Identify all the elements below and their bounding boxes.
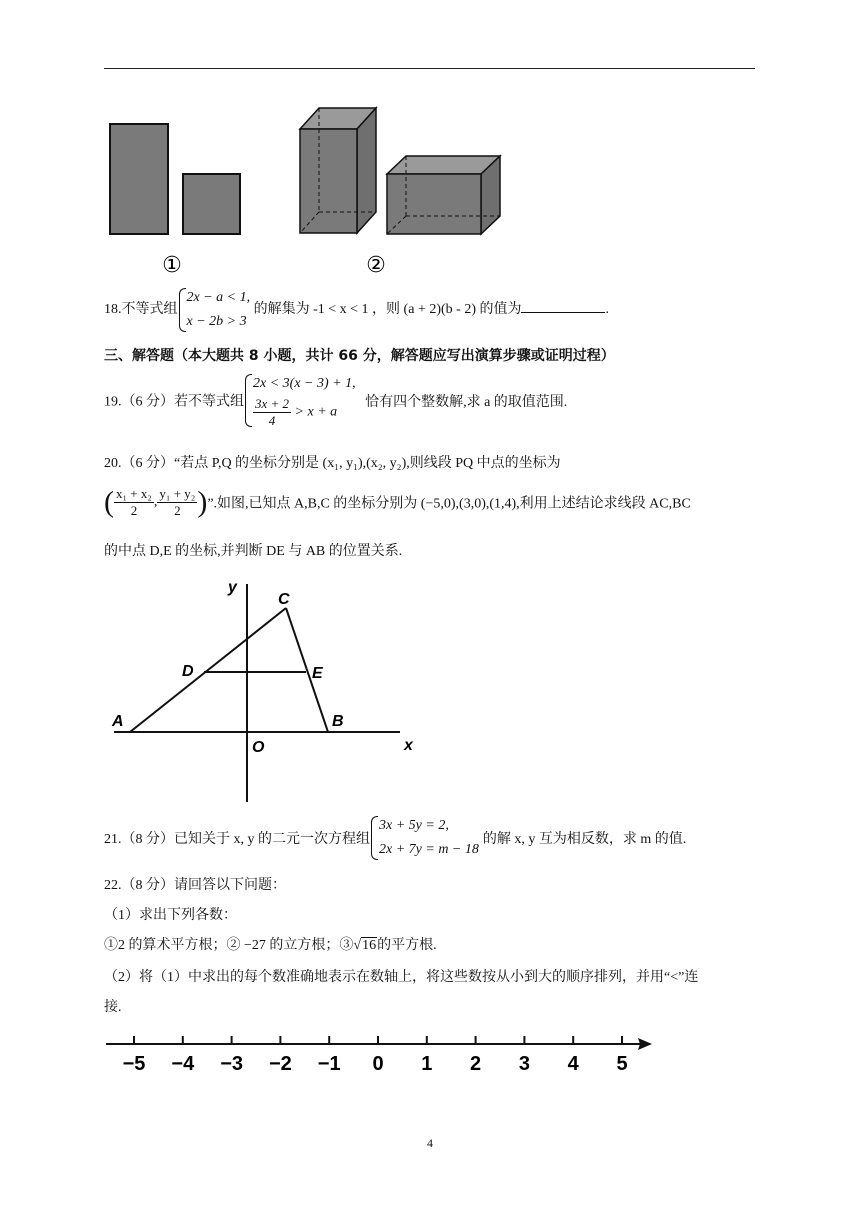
question-20-line-1: 20.（6 分）“若点 P,Q 的坐标分别是 (x₁, y₁),(x₂, y₂),则线段 PQ 中点的坐标为 — [104, 456, 561, 471]
label-b: B — [332, 713, 344, 730]
section-3-title: 三、解答题（本大题共 8 小题，共计 66 分，解答题应写出演算步骤或证明过程） — [104, 348, 615, 364]
question-22-part-1: （1）求出下列各数： — [104, 908, 237, 923]
question-22-part-2-line-1: （2）将（1）中求出的每个数准确地表示在数轴上，将这些数按从小到大的顺序排列，并用“<”连 — [104, 970, 699, 985]
q20-f2-num: y₁ + y₂ — [159, 486, 196, 501]
q18-row1: 2x − a < 1, — [186, 290, 251, 305]
number-line-tick-label: −2 — [268, 1053, 292, 1075]
q20-f1-num: x₁ + x₂ — [116, 486, 152, 501]
figure-label-2: ② — [366, 252, 386, 277]
figure-rectangles-and-boxes — [100, 100, 520, 278]
number-line-tick-label: 3 — [518, 1053, 530, 1075]
figure-2 — [300, 108, 500, 234]
number-line-tick-label: 1 — [421, 1053, 433, 1075]
question-18 — [104, 286, 609, 334]
q18-system — [178, 286, 251, 334]
q20-fraction-x — [114, 486, 154, 519]
label-x: x — [404, 737, 413, 754]
q19-row2 — [253, 396, 356, 429]
figure-1 — [110, 124, 240, 234]
q20-comma: , — [153, 494, 158, 510]
question-19 — [104, 372, 567, 429]
q19-suffix: 恰有四个整数解,求 a 的取值范围. — [365, 394, 568, 410]
number-line-tick-label: −3 — [220, 1053, 244, 1075]
label-y: y — [228, 579, 237, 596]
label-c: C — [278, 591, 290, 608]
q20-fraction-y — [157, 486, 197, 519]
q21-prefix: 21.（8 分）已知关于 x, y 的二元一次方程组 — [104, 832, 370, 847]
q20-line2-rest: ”.如图,已知点 A,B,C 的坐标分别为 (−5,0),(3,0),(1,4),利用上述结论求线段 AC,BC — [207, 496, 691, 512]
q19-fraction — [253, 396, 291, 429]
q18-answer-blank[interactable] — [521, 298, 605, 313]
figure-label-1: ① — [162, 252, 182, 277]
question-22-part-2-line-2: 接. — [104, 1000, 122, 1015]
q19-system — [244, 372, 356, 429]
q19-row1: 2x < 3(x − 3) + 1, — [253, 376, 356, 391]
number-line-tick-label: −4 — [171, 1053, 195, 1075]
q21-system — [370, 814, 479, 862]
number-line-tick-label: 5 — [616, 1053, 628, 1075]
number-line-tick-label: −5 — [122, 1053, 146, 1075]
question-22-title: 22.（8 分）请回答以下问题： — [104, 878, 286, 893]
q20-right-paren: ) — [197, 485, 208, 519]
segment-ac — [130, 608, 286, 732]
q22-sqrt: √16 — [353, 938, 377, 953]
number-line-tick-label: −1 — [317, 1053, 341, 1075]
label-e: E — [312, 665, 323, 682]
number-line-tick-label: 0 — [372, 1053, 384, 1075]
q22-sqrt-arg: 16 — [362, 938, 377, 953]
label-d: D — [182, 663, 194, 680]
q21-suffix: 的解 x, y 互为相反数，求 m 的值. — [482, 832, 687, 847]
q22-items-b: 的平方根. — [377, 938, 437, 953]
number-line-tick-label: 4 — [567, 1053, 579, 1075]
q19-frac-den: 4 — [268, 413, 276, 428]
question-22-items — [104, 934, 437, 954]
q18-prefix: 18.不等式组 — [104, 302, 178, 318]
number-line — [100, 1030, 660, 1080]
question-20-line-3: 的中点 D,E 的坐标,并判断 DE 与 AB 的位置关系. — [104, 544, 403, 559]
q21-row1: 3x + 5y = 2, — [379, 818, 449, 833]
q18-end: . — [605, 302, 609, 318]
number-line-tick-label: 2 — [470, 1053, 482, 1075]
q19-row2-rest: > x + a — [291, 404, 338, 420]
q19-prefix: 19.（6 分）若不等式组 — [104, 394, 244, 410]
q20-f1-den: 2 — [130, 503, 138, 518]
q18-mid: 的解集为 -1 < x < 1 ，则 (a + 2)(b - 2) 的值为 — [250, 302, 522, 318]
question-21 — [104, 814, 686, 862]
q19-frac-num: 3x + 2 — [255, 396, 290, 411]
question-20-line-2 — [104, 486, 691, 519]
number-line-arrow — [638, 1038, 652, 1050]
label-o: O — [252, 739, 265, 756]
q22-items-a: ①2 的算术平方根；② −27 的立方根；③ — [104, 938, 354, 953]
q21-row2: 2x + 7y = m − 18 — [379, 842, 479, 857]
coordinate-graph — [100, 566, 430, 806]
q18-row2: x − 2b > 3 — [186, 314, 247, 329]
q20-left-paren: ( — [104, 485, 114, 519]
page-number: 4 — [427, 1136, 433, 1150]
header-rule — [104, 68, 755, 69]
label-a: A — [112, 713, 124, 730]
q20-f2-den: 2 — [174, 503, 181, 518]
number-line-ticks — [123, 1036, 628, 1075]
